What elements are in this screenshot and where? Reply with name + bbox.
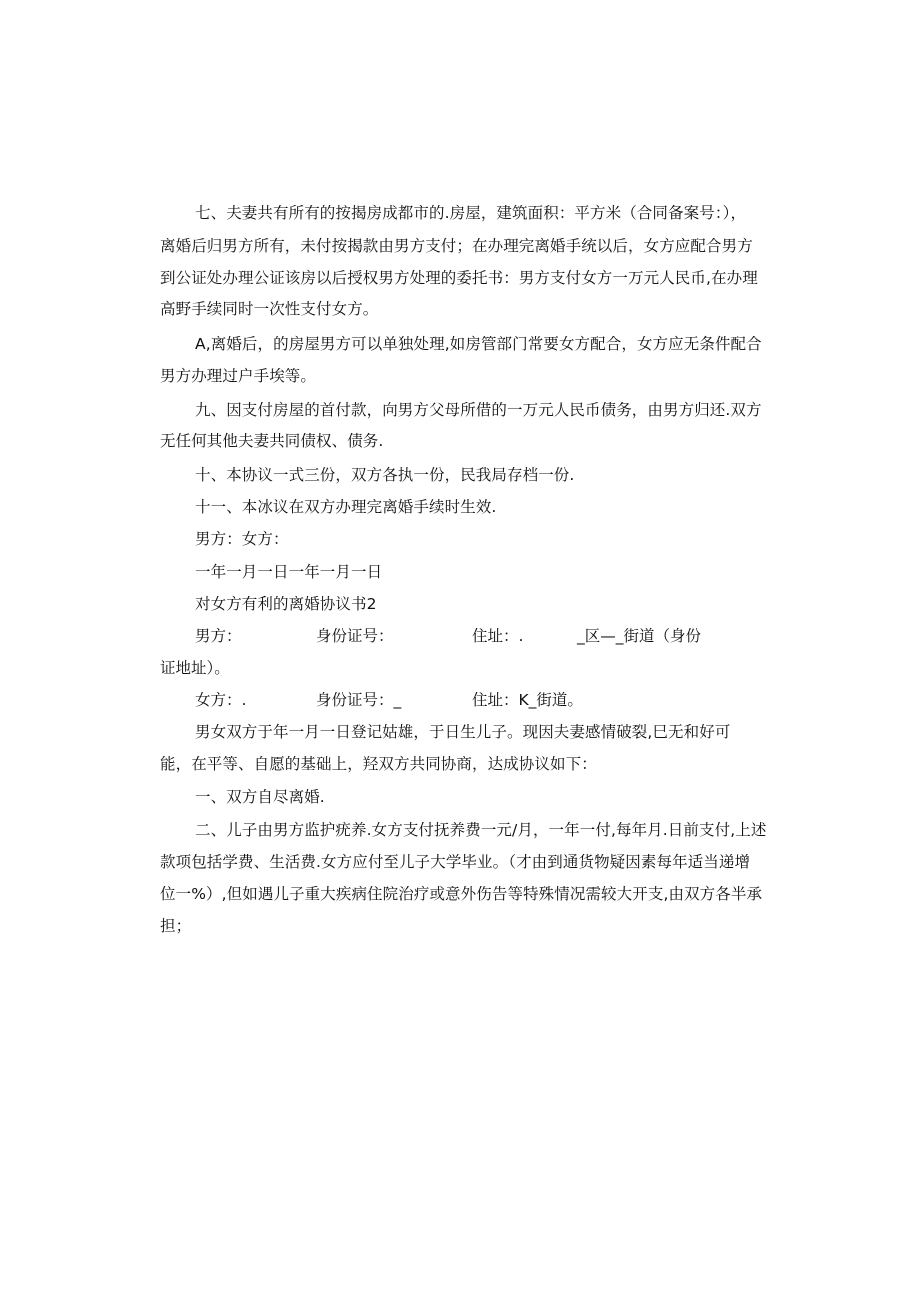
para7-line2: 离婚后归男方所有，未付按揭款由男方支付；在办理完离婚手统以后，女方应配合男方 (160, 237, 753, 255)
clause2-line1: 二、儿子由男方监护疣养.女方支付抚养费一元/月，一年一付,每年月.日前支付,上述 (195, 821, 767, 839)
para10: 十、本协议一式三份，双方各执一份，民我局存档一份. (195, 466, 575, 484)
clause2-line3: 位一%）,但如遇儿子重大疾病住院治疗或意外伤告等特殊情况需较大开支,由双方各半承 (160, 885, 763, 903)
signature-line: 男方：女方： (195, 530, 289, 548)
dates-line: 一年一月一日一年一月一日 (195, 563, 383, 581)
para8-line2: 男方办理过户手埃等。 (160, 367, 317, 385)
male-address-continuation: 证地址）。 (160, 659, 230, 677)
para9-line1: 九、因支付房屋的首付款，向男方父母所借的一万元人民币债务，由男方归还.双方 (195, 401, 762, 419)
female-label: 女方：. (195, 691, 247, 709)
intro-line1: 男女双方于年一月一日登记姑雄，于日生儿子。现因夫妻感情破裂,巳无和好可 (195, 723, 731, 741)
female-id-label: 身份证号：_ (316, 691, 402, 709)
intro-line2: 能，在平等、自愿的基础上，羟双方共同协商，达成协议如下： (160, 755, 597, 773)
para7-line3: 到公证处办理公证该房以后授权男方处理的委托书：男方支付女方一万元人民币,在办理 (160, 269, 758, 287)
male-id-label: 身份证号： (316, 627, 394, 645)
para9-line2: 无任何其他夫妻共同债权、债务. (160, 432, 384, 450)
clause1: 一、双方自尽离婚. (195, 788, 325, 806)
para8-line1: A,离婚后，的房屋男方可以单独处理,如房管部门常要女方配合，女方应无条件配合 (195, 335, 762, 353)
clause2-line2: 款项包括学费、生活费.女方应付至儿子大学毕业。（才由到通货物疑因素每年适当递增 (160, 853, 751, 871)
female-address-label: 住址：K_街道。 (472, 691, 583, 709)
male-district: _区—_街道（身份 (577, 627, 702, 645)
para7-line4: 高野手续同时一次性支付女方。 (160, 300, 379, 318)
male-label: 男方： (195, 627, 242, 645)
male-address-label: 住址：. (472, 627, 524, 645)
section-title: 对女方有利的离婚协议书2 (195, 595, 377, 613)
para11: 十一、本冰议在双方办理完离婚手续时生效. (195, 498, 497, 516)
para7-line1: 七、夫妻共有所有的按揭房成都市的.房屋，建筑面积：平方米（合同备案号：）， (195, 204, 747, 222)
clause2-line4: 担； (160, 917, 192, 935)
